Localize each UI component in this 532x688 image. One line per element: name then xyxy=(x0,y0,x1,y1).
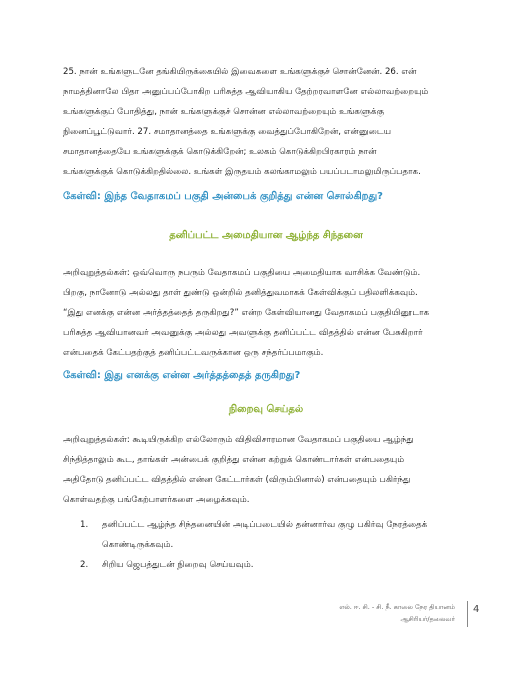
list-item-text: சிறிய ஜெபத்துடன் நிறைவு செய்யவும். xyxy=(102,560,254,570)
closing-instructions-paragraph: அறிவுறுத்தல்கள்: கூடியிருக்கிற எல்லோரும் விதிவிசாரமான வேதாகமப் பகுதியை ஆழ்ந்து சிந்தித்தாலும் கூட, தாங்கள் அன்பைக் குறித்து என்ன கற்றுக் கொண்டார்கள் என்பதையும் அதிதோடு தனிப்பட்ட விதத்தில் என்ன கேட்டார்கள் (விரும்பினால்) என்பதையும் பகிர்ந்து கொள்வதற்கு பங்கேற்பாளர்களை அழைக்கவும். xyxy=(63,435,414,505)
list-item xyxy=(80,515,480,555)
closing-steps-list xyxy=(80,515,480,575)
question-meaning: கேள்வி: இது எனக்கு என்ன அர்த்தத்தைத் தருகிறது? xyxy=(63,370,301,381)
question-love: கேள்வி: இந்த வேதாகமப் பகுதி அன்பைக் குறித்து என்ன சொல்கிறது? xyxy=(63,191,383,202)
section-heading-reflection: தனிப்பட்ட அமைதியான ஆழ்ந்த சிந்தனை xyxy=(169,230,363,241)
footer-subtitle: ஆசிரியர்/தலைவர் xyxy=(400,615,455,623)
list-item-number: 2. xyxy=(80,560,89,570)
page-number: 4 xyxy=(473,604,480,615)
footer-divider xyxy=(467,601,468,627)
footer xyxy=(339,601,455,625)
list-item-number: 1. xyxy=(80,520,89,530)
footer-title: எல். ஈ. சி. - சி. நீ. காலை நேர தியானம் xyxy=(339,603,455,611)
section-heading-closing: நிறைவு செய்தல் xyxy=(228,404,304,415)
list-item xyxy=(80,555,480,575)
list-item-text: தனிப்பட்ட ஆழ்ந்த சிந்தனையின் அடிப்படையில் தன்னார்வ குழு பகிர்வு நேரத்தைக் கொண்டிருக்கவும். xyxy=(102,520,428,550)
scripture-paragraph: 25. நான் உங்களுடனே தங்கியிருக்கையில் இவைகளை உங்களுக்குச் சொன்னேன். 26. என் நாமத்தினாலே பிதா அனுப்பப்போகிற பரிசுத்த ஆவியாகிய தேற்றரவாளனே எல்லாவற்றையும் உங்களுக்குப் போதித்து, நான் உங்களுக்குச் சொன்ன எல்லாவற்றையும் உங்களுக்கு நினைப்பூட்டுவார். 27. சமாதானத்தை உங்களுக்கு வைத்துப்போகிறேன், என்னுடைய சமாதானத்தையே உங்களுக்குக் கொடுக்கிறேன்; உலகம் கொடுக்கிறபிரகாரம் நான் உங்களுக்குக் கொடுக்கிறதில்லை. உங்கள் இருதயம் கலங்காமலும் பயப்படாமலுமிருப்பதாக. xyxy=(63,67,429,177)
instructions-paragraph: அறிவுறுத்தல்கள்: ஒவ்வொரு நபரும் வேதாகமப் பகுதியை அமைதியாக வாசிக்க வேண்டும். பிறகு, நானோடு அல்லது தாள் துண்டு ஒன்றில் தனித்துவமாகக் கேள்விக்குப் பதிலளிக்கவும். “இது எனக்கு என்ன அர்த்தத்தைத் தருகிறது?” என்ற கேள்வியானது வேதாகமப் பகுதியினூடாக பரிசுத்த ஆவியானவர் அவனுக்கு அல்லது அவளுக்கு தனிப்பட்ட விதத்தில் என்ன பேசுகிறார் என்பதைக் கேட்பதற்குத் தனிப்பட்டவருக்கான ஒரு சந்தர்ப்பமாகும். xyxy=(63,268,430,358)
